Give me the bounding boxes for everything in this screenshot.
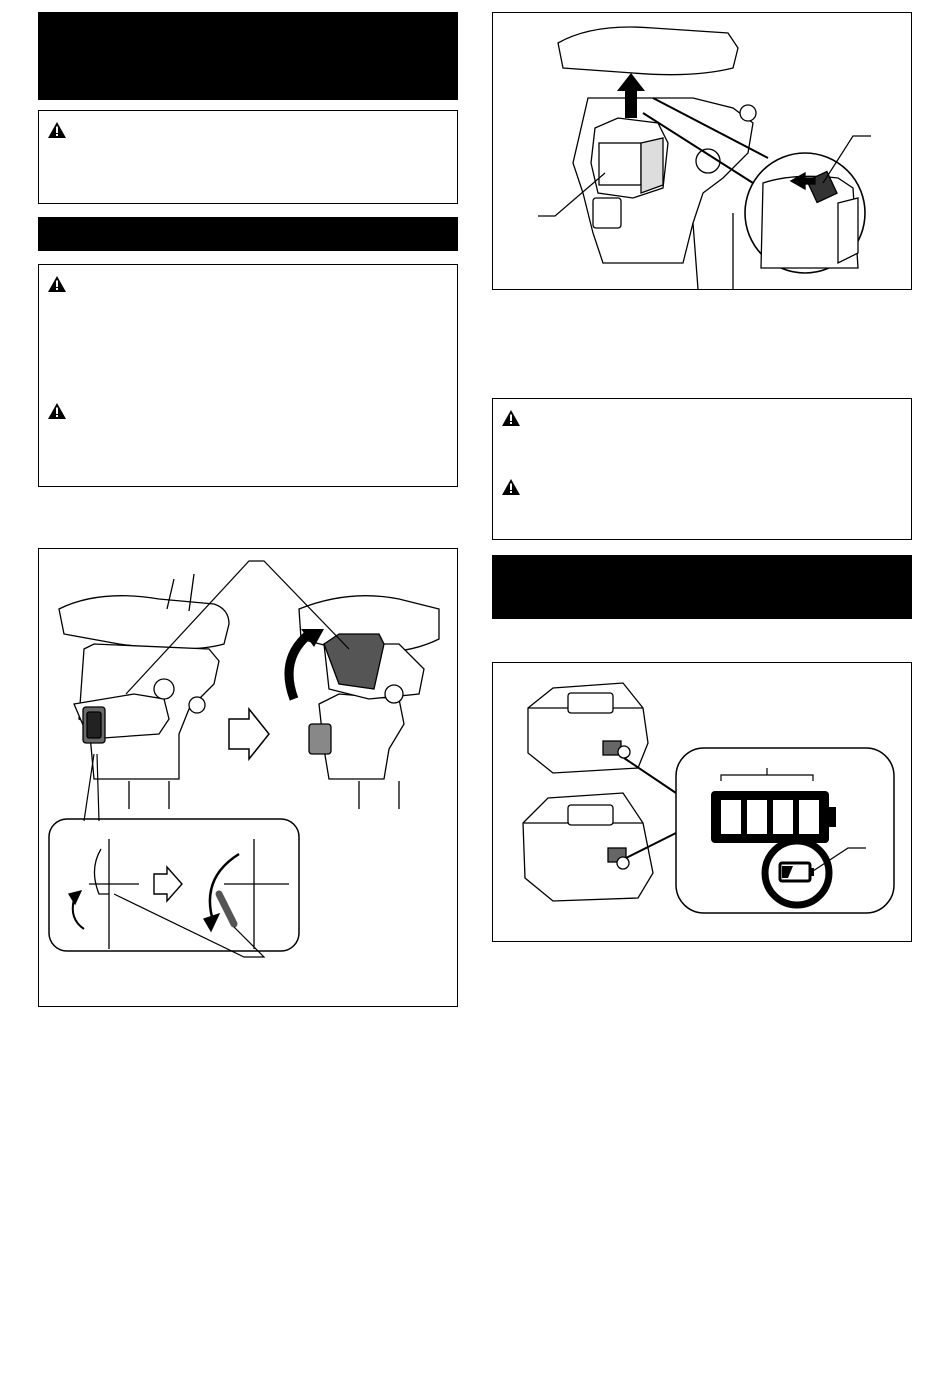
battery-indicator-illustration bbox=[493, 663, 911, 941]
figure-battery-indicator bbox=[492, 662, 912, 942]
battery-level-lamps-icon bbox=[711, 791, 836, 843]
section-header-3 bbox=[492, 555, 912, 619]
release-button-icon bbox=[761, 171, 858, 268]
warning-triangle-icon bbox=[502, 410, 520, 426]
warning-triangle-icon bbox=[502, 479, 520, 495]
tool-open-cover bbox=[289, 596, 439, 809]
battery-removal-illustration bbox=[493, 13, 911, 289]
tool-closed-cover bbox=[59, 574, 229, 809]
battery-large bbox=[523, 793, 653, 901]
battery-cover-open-illustration bbox=[39, 549, 457, 1006]
figure-battery-removal bbox=[492, 12, 912, 290]
warning-triangle-icon bbox=[48, 122, 66, 138]
section-header-2 bbox=[38, 217, 458, 251]
warning-triangle-icon bbox=[48, 403, 66, 419]
warning-box-2 bbox=[38, 264, 458, 487]
arrow-right-icon bbox=[229, 709, 269, 759]
warning-triangle-icon bbox=[48, 276, 66, 292]
battery-pack bbox=[591, 118, 668, 198]
section-header-1 bbox=[38, 12, 458, 100]
low-battery-icon bbox=[765, 841, 829, 905]
battery-small bbox=[528, 683, 648, 773]
warning-box-3 bbox=[492, 398, 912, 540]
figure-battery-cover-open bbox=[38, 548, 458, 1007]
warning-box-1 bbox=[38, 110, 458, 204]
